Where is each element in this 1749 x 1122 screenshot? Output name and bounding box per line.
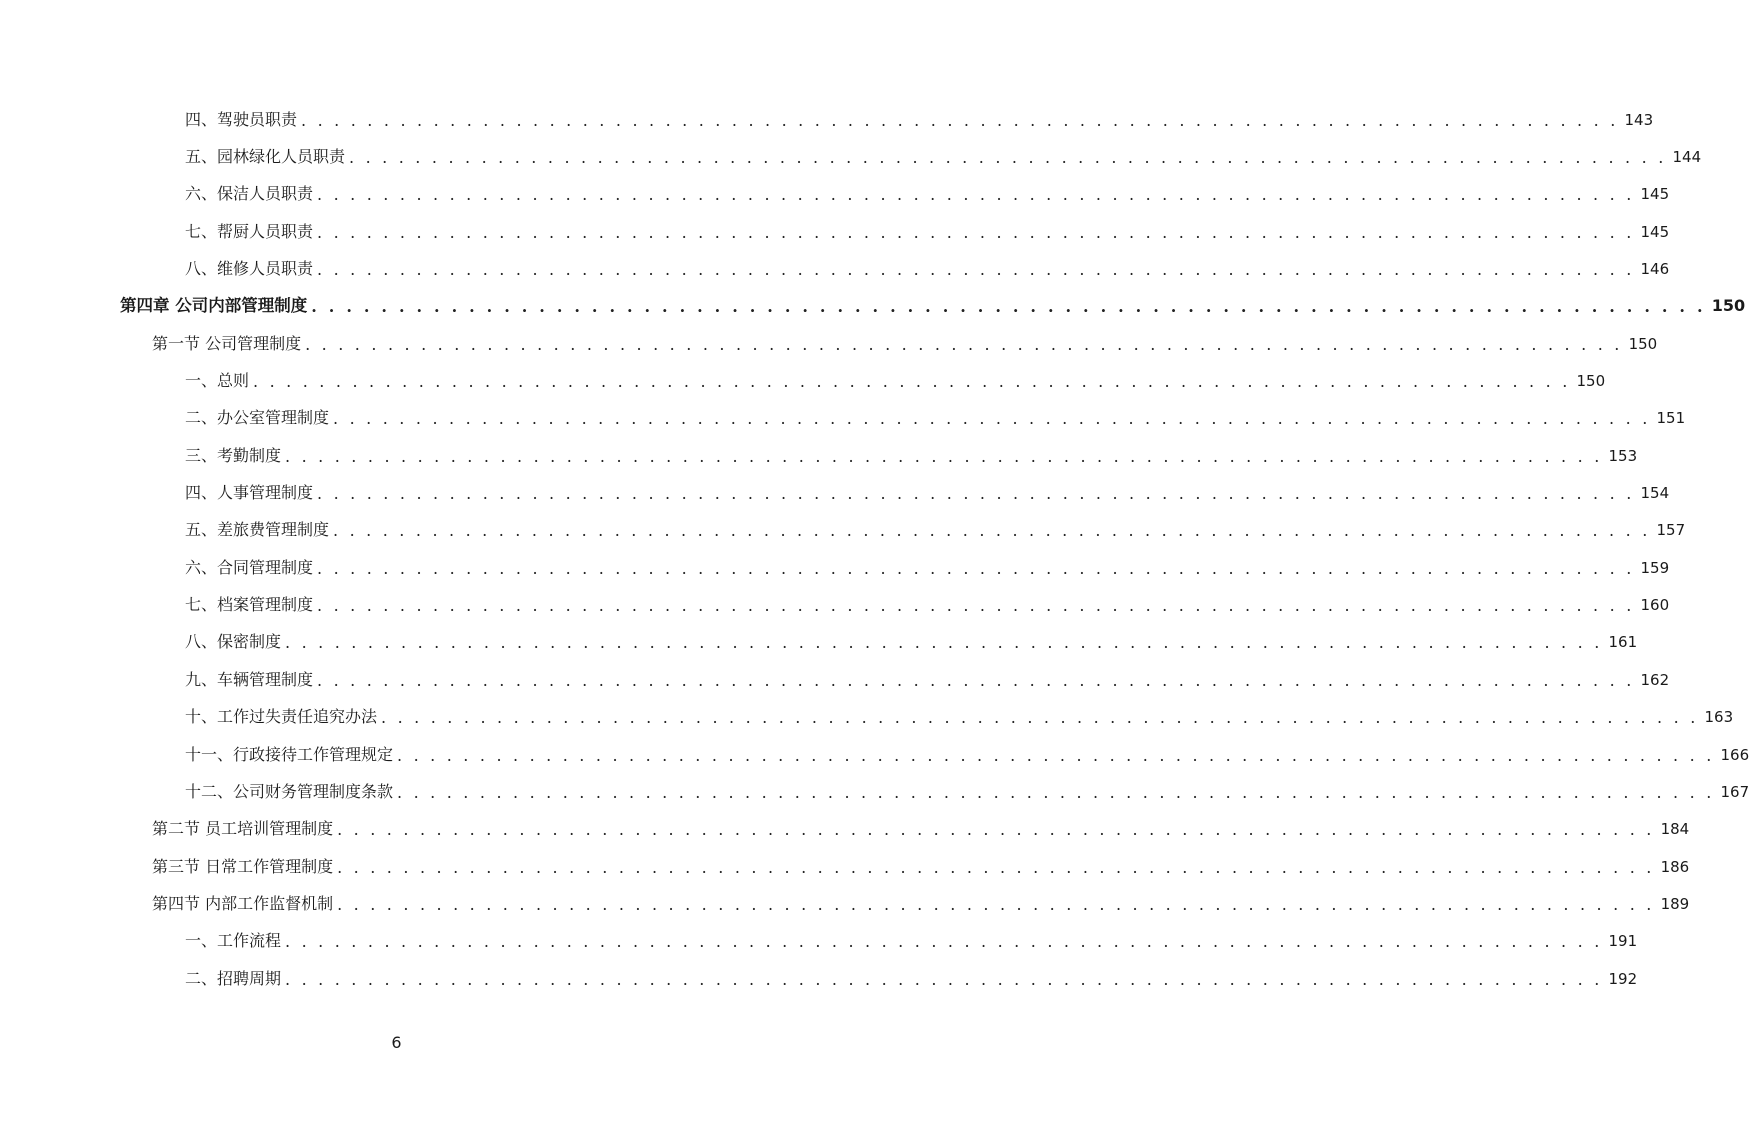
toc-dot-leader: . . . . . . . . . . . . . . . . . . . . . . . . . . . . . . . . . . . . . . . . . . . . . . . . . . . . . . . . . . . . . . . . . . . . . . . . . . . . . . . .: [305, 334, 1623, 354]
toc-entry-page-number: 150: [1628, 334, 1658, 353]
toc-dot-leader: . . . . . . . . . . . . . . . . . . . . . . . . . . . . . . . . . . . . . . . . . . . . . . . . . . . . . . . . . . . . . . . . . . . . . . . . . . . . . . . .: [317, 670, 1635, 690]
toc-entry-page-number: 154: [1640, 484, 1670, 503]
toc-entry-label: 七、帮厨人员职责: [185, 222, 317, 242]
toc-item-entry[interactable]: [0, 960, 1638, 997]
toc-item-entry[interactable]: [0, 101, 1654, 138]
toc-entry-label: 第三节 日常工作管理制度: [152, 857, 337, 877]
toc-entry-page-number: 145: [1640, 222, 1670, 241]
toc-entry-page-number: 150: [1711, 296, 1746, 316]
toc-entry-label: 六、保洁人员职责: [185, 184, 317, 204]
toc-dot-leader: . . . . . . . . . . . . . . . . . . . . . . . . . . . . . . . . . . . . . . . . . . . . . . . . . . . . . . . . . . . . . . . . . . . . . . . . . . . . . . . .: [317, 558, 1635, 578]
toc-dot-leader: . . . . . . . . . . . . . . . . . . . . . . . . . . . . . . . . . . . . . . . . . . . . . . . . . . . . . . . . . . . . . . . . . . . . . . . . . . . . . . . .: [337, 894, 1655, 914]
toc-entry-label: 第一节 公司管理制度: [152, 334, 305, 354]
toc-dot-leader: . . . . . . . . . . . . . . . . . . . . . . . . . . . . . . . . . . . . . . . . . . . . . . . . . . . . . . . . . . . . . . . . . . . . . . . . . . . . . . . .: [317, 596, 1635, 616]
toc-item-entry[interactable]: [0, 213, 1670, 250]
toc-entry-label: 八、保密制度: [185, 632, 285, 652]
toc-entry-page-number: 161: [1608, 633, 1638, 652]
toc-item-entry[interactable]: [0, 923, 1638, 960]
toc-entry-label: 第四节 内部工作监督机制: [152, 894, 337, 914]
toc-item-entry[interactable]: [0, 437, 1638, 474]
toc-item-entry[interactable]: [0, 512, 1686, 549]
toc-entry-page-number: 151: [1656, 409, 1686, 428]
toc-dot-leader: . . . . . . . . . . . . . . . . . . . . . . . . . . . . . . . . . . . . . . . . . . . . . . . . . . . . . . . . . . . . . . . . . . . . . . . . . . . . . . . .: [301, 110, 1619, 130]
toc-dot-leader: . . . . . . . . . . . . . . . . . . . . . . . . . . . . . . . . . . . . . . . . . . . . . . . . . . . . . . . . . . . . . . . . . . . . . . . . . . . . . . . .: [349, 148, 1667, 168]
toc-item-entry[interactable]: [0, 661, 1670, 698]
toc-entry-label: 六、合同管理制度: [185, 558, 317, 578]
toc-item-entry[interactable]: [0, 624, 1638, 661]
toc-dot-leader: . . . . . . . . . . . . . . . . . . . . . . . . . . . . . . . . . . . . . . . . . . . . . . . . . . . . . . . . . . . . . . . . . . . . . . . . . . . . . . . .: [311, 297, 1706, 317]
toc-dot-leader: . . . . . . . . . . . . . . . . . . . . . . . . . . . . . . . . . . . . . . . . . . . . . . . . . . . . . . . . . . . . . . . . . . . . . . . . . . . . . . . .: [285, 969, 1603, 989]
toc-chapter-entry[interactable]: [0, 288, 1746, 325]
toc-item-entry[interactable]: [0, 138, 1702, 175]
toc-section-entry[interactable]: [0, 848, 1690, 885]
toc-dot-leader: . . . . . . . . . . . . . . . . . . . . . . . . . . . . . . . . . . . . . . . . . . . . . . . . . . . . . . . . . . . . . . . . . . . . . . . . . . . . . . . .: [337, 857, 1655, 877]
toc-item-entry[interactable]: [0, 699, 1734, 736]
toc-entry-page-number: 146: [1640, 260, 1670, 279]
toc-entry-page-number: 157: [1656, 521, 1686, 540]
toc-entry-label: 第二节 员工培训管理制度: [152, 819, 337, 839]
toc-dot-leader: . . . . . . . . . . . . . . . . . . . . . . . . . . . . . . . . . . . . . . . . . . . . . . . . . . . . . . . . . . . . . . . . . . . . . . . . . . . . . . . .: [397, 745, 1715, 765]
toc-entry-page-number: 159: [1640, 558, 1670, 577]
toc-dot-leader: . . . . . . . . . . . . . . . . . . . . . . . . . . . . . . . . . . . . . . . . . . . . . . . . . . . . . . . . . . . . . . . . . . . . . . . . . . . . . . . .: [337, 820, 1655, 840]
toc-section-entry[interactable]: [0, 885, 1690, 922]
toc-entry-label: 一、总则: [185, 371, 253, 391]
toc-item-entry[interactable]: [0, 586, 1670, 623]
toc-section-entry[interactable]: [0, 325, 1658, 362]
toc-entry-label: 四、驾驶员职责: [185, 110, 301, 130]
toc-dot-leader: . . . . . . . . . . . . . . . . . . . . . . . . . . . . . . . . . . . . . . . . . . . . . . . . . . . . . . . . . . . . . . . . . . . . . . . . . . . . . . . .: [317, 222, 1635, 242]
toc-entry-label: 十一、行政接待工作管理规定: [185, 745, 397, 765]
toc-item-entry[interactable]: [0, 736, 1749, 773]
page-number: 6: [391, 1033, 402, 1052]
toc-dot-leader: . . . . . . . . . . . . . . . . . . . . . . . . . . . . . . . . . . . . . . . . . . . . . . . . . . . . . . . . . . . . . . . . . . . . . . . . . . . . . . . .: [397, 782, 1715, 802]
toc-entry-page-number: 189: [1660, 894, 1690, 913]
toc-entry-label: 九、车辆管理制度: [185, 670, 317, 690]
toc-entry-label: 十、工作过失责任追究办法: [185, 707, 381, 727]
toc-item-entry[interactable]: [0, 362, 1606, 399]
toc-entry-page-number: 145: [1640, 185, 1670, 204]
toc-entry-label: 八、维修人员职责: [185, 259, 317, 279]
toc-entry-page-number: 186: [1660, 857, 1690, 876]
toc-item-entry[interactable]: [0, 400, 1686, 437]
toc-item-entry[interactable]: [0, 549, 1670, 586]
toc-entry-page-number: 192: [1608, 969, 1638, 988]
toc-entry-label: 第四章 公司内部管理制度: [120, 296, 311, 316]
toc-entry-label: 四、人事管理制度: [185, 483, 317, 503]
toc-entry-page-number: 191: [1608, 932, 1638, 951]
toc-dot-leader: . . . . . . . . . . . . . . . . . . . . . . . . . . . . . . . . . . . . . . . . . . . . . . . . . . . . . . . . . . . . . . . . . . . . . . . . . . . . . . . .: [285, 633, 1603, 653]
toc-entry-page-number: 163: [1704, 708, 1734, 727]
toc-dot-leader: . . . . . . . . . . . . . . . . . . . . . . . . . . . . . . . . . . . . . . . . . . . . . . . . . . . . . . . . . . . . . . . . . . . . . . . . . . . . . . . .: [285, 932, 1603, 952]
toc-entry-page-number: 162: [1640, 670, 1670, 689]
toc-dot-leader: . . . . . . . . . . . . . . . . . . . . . . . . . . . . . . . . . . . . . . . . . . . . . . . . . . . . . . . . . . . . . . . . . . . . . . . . . . . . . . . .: [285, 446, 1603, 466]
toc-entry-label: 五、园林绿化人员职责: [185, 147, 349, 167]
toc-entry-page-number: 166: [1720, 745, 1749, 764]
toc-item-entry[interactable]: [0, 250, 1670, 287]
toc-dot-leader: . . . . . . . . . . . . . . . . . . . . . . . . . . . . . . . . . . . . . . . . . . . . . . . . . . . . . . . . . . . . . . . . . . . . . . . . . . . . . . . .: [333, 409, 1651, 429]
toc-entry-page-number: 167: [1720, 782, 1749, 801]
toc-item-entry[interactable]: [0, 474, 1670, 511]
toc-item-entry[interactable]: [0, 176, 1670, 213]
toc-entry-label: 五、差旅费管理制度: [185, 520, 333, 540]
toc-dot-leader: . . . . . . . . . . . . . . . . . . . . . . . . . . . . . . . . . . . . . . . . . . . . . . . . . . . . . . . . . . . . . . . . . . . . . . . . . . . . . . . .: [381, 708, 1699, 728]
toc-entry-page-number: 144: [1672, 148, 1702, 167]
toc-entry-label: 三、考勤制度: [185, 446, 285, 466]
toc-dot-leader: . . . . . . . . . . . . . . . . . . . . . . . . . . . . . . . . . . . . . . . . . . . . . . . . . . . . . . . . . . . . . . . . . . . . . . . . . . . . . . . .: [317, 484, 1635, 504]
toc-dot-leader: . . . . . . . . . . . . . . . . . . . . . . . . . . . . . . . . . . . . . . . . . . . . . . . . . . . . . . . . . . . . . . . . . . . . . . . . . . . . . . . .: [333, 521, 1651, 541]
toc-entry-page-number: 160: [1640, 596, 1670, 615]
toc-dot-leader: . . . . . . . . . . . . . . . . . . . . . . . . . . . . . . . . . . . . . . . . . . . . . . . . . . . . . . . . . . . . . . . . . . . . . . . . . . . . . . . .: [317, 260, 1635, 280]
toc-entry-label: 十二、公司财务管理制度条款: [185, 782, 397, 802]
toc-entry-page-number: 143: [1624, 110, 1654, 129]
toc-dot-leader: . . . . . . . . . . . . . . . . . . . . . . . . . . . . . . . . . . . . . . . . . . . . . . . . . . . . . . . . . . . . . . . . . . . . . . . . . . . . . . . .: [317, 185, 1635, 205]
toc-dot-leader: . . . . . . . . . . . . . . . . . . . . . . . . . . . . . . . . . . . . . . . . . . . . . . . . . . . . . . . . . . . . . . . . . . . . . . . . . . . . . . . .: [253, 372, 1571, 392]
toc-entry-label: 二、办公室管理制度: [185, 408, 333, 428]
toc-item-entry[interactable]: [0, 773, 1749, 810]
toc-entry-label: 七、档案管理制度: [185, 595, 317, 615]
toc-section-entry[interactable]: [0, 811, 1690, 848]
table-of-contents: [0, 101, 1749, 997]
toc-entry-page-number: 153: [1608, 446, 1638, 465]
toc-entry-page-number: 150: [1576, 372, 1606, 391]
toc-entry-label: 二、招聘周期: [185, 969, 285, 989]
toc-entry-page-number: 184: [1660, 820, 1690, 839]
toc-entry-label: 一、工作流程: [185, 931, 285, 951]
